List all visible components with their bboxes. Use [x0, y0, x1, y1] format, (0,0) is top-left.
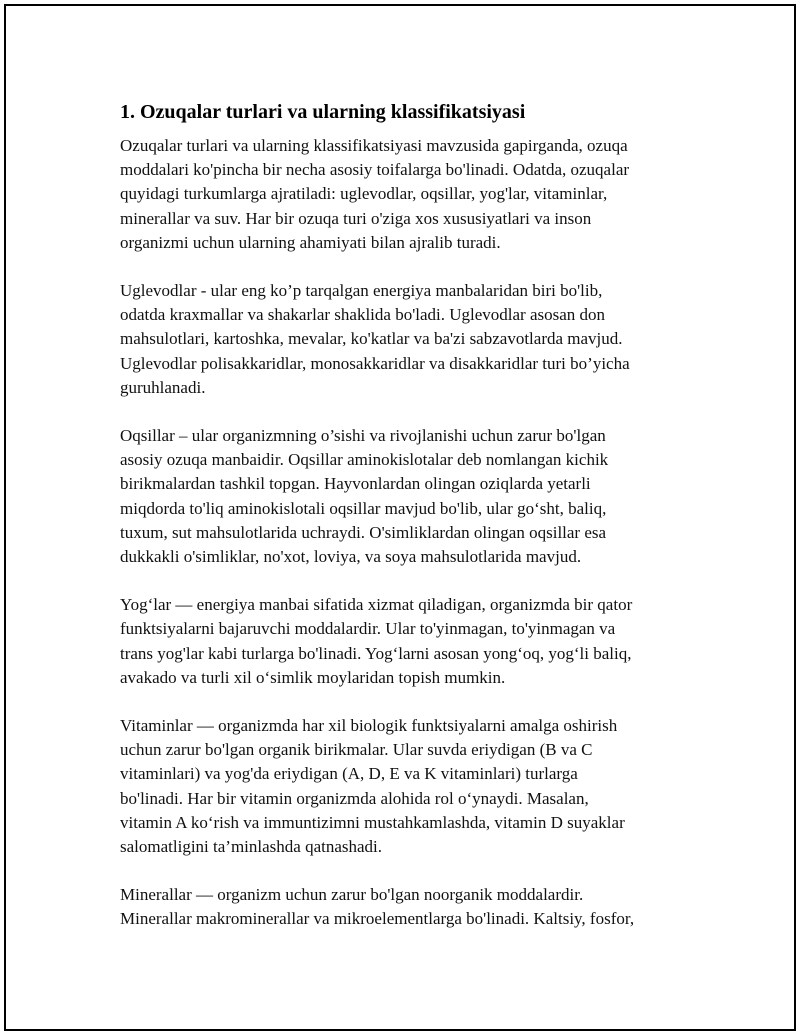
text-line: guruhlanadi. — [120, 377, 206, 397]
paragraph-intro — [120, 134, 700, 255]
text-line: Minerallar makrominerallar va mikroelementlarga bo'linadi. Kaltsiy, fosfor, — [120, 909, 635, 929]
text-line: funktsiyalarni bajaruvchi moddalardir. Ular to'yinmagan, to'yinmagan va — [120, 619, 616, 639]
text-line: birikmalardan tashkil topgan. Hayvonlardan olingan oziqlarda yetarli — [120, 474, 591, 494]
section-heading: 1. Ozuqalar turlari va ularning klassifikatsiyasi — [120, 101, 526, 123]
text-line: mahsulotlari, kartoshka, mevalar, ko'katlar va ba'zi sabzavotlarda mavjud. — [120, 329, 623, 349]
text-line: miqdorda to'liq aminokislotali oqsillar mavjud bo'lib, ular go‘sht, baliq, — [120, 498, 607, 518]
text-line: minerallar va suv. Har bir ozuqa turi o'ziga xos xususiyatlari va inson — [120, 208, 592, 228]
text-line: quyidagi turkumlarga ajratiladi: uglevodlar, oqsillar, yog'lar, vitaminlar, — [120, 184, 608, 204]
text-line: vitamin A ko‘rish va immuntizimni mustahkamlashda, vitamin D suyaklar — [120, 812, 625, 832]
text-line: asosiy ozuqa manbaidir. Oqsillar aminokislotalar deb nomlangan kichik — [120, 450, 609, 470]
text-line: uchun zarur bo'lgan organik birikmalar. Ular suvda eriydigan (B va C — [120, 740, 593, 760]
text-line: moddalari ko'pincha bir necha asosiy toifalarga bo'linadi. Odatda, ozuqalar — [120, 160, 630, 180]
text-line: Vitaminlar — organizmda har xil biologik funktsiyalarni amalga oshirish — [120, 716, 618, 736]
text-line: salomatligini ta’minlashda qatnashadi. — [120, 837, 383, 857]
paragraph-yoglar — [120, 593, 700, 690]
text-line: organizmi uchun ularning ahamiyati bilan ajralib turadi. — [120, 232, 501, 252]
text-line: Uglevodlar - ular eng ko’p tarqalgan energiya manbalaridan biri bo'lib, — [120, 281, 603, 301]
paragraph-oqsillar — [120, 424, 700, 569]
text-line: trans yog'lar kabi turlarga bo'linadi. Yog‘larni asosan yong‘oq, yog‘li baliq, — [120, 643, 632, 663]
text-line: bo'linadi. Har bir vitamin organizmda alohida rol o‘ynaydi. Masalan, — [120, 788, 589, 808]
paragraph-minerallar — [120, 883, 700, 931]
paragraph-uglevodlar — [120, 279, 700, 400]
text-line: Uglevodlar polisakkaridlar, monosakkaridlar va disakkaridlar turi bo’yicha — [120, 353, 630, 373]
text-line: Ozuqalar turlari va ularning klassifikatsiyasi mavzusida gapirganda, ozuqa — [120, 136, 628, 155]
text-line: Yog‘lar — energiya manbai sifatida xizmat qiladigan, organizmda bir qator — [120, 595, 633, 615]
text-line: odatda kraxmallar va shakarlar shaklida bo'ladi. Uglevodlar asosan don — [120, 305, 606, 325]
text-line: dukkakli o'simliklar, no'xot, loviya, va soya mahsulotlarida mavjud. — [120, 547, 582, 567]
text-line: Oqsillar – ular organizmning o’sishi va rivojlanishi uchun zarur bo'lgan — [120, 426, 606, 446]
paragraph-vitaminlar — [120, 714, 700, 859]
text-line: Minerallar — organizm uchun zarur bo'lgan noorganik moddalardir. — [120, 885, 584, 905]
text-line: tuxum, sut mahsulotlarida uchraydi. O'simliklardan olingan oqsillar esa — [120, 522, 607, 542]
text-line: vitaminlari) va yog'da eriydigan (A, D, E va K vitaminlari) turlarga — [120, 764, 578, 784]
page-frame — [4, 4, 796, 1031]
text-line: avakado va turli xil o‘simlik moylaridan topish mumkin. — [120, 667, 506, 687]
document-content — [120, 98, 700, 956]
